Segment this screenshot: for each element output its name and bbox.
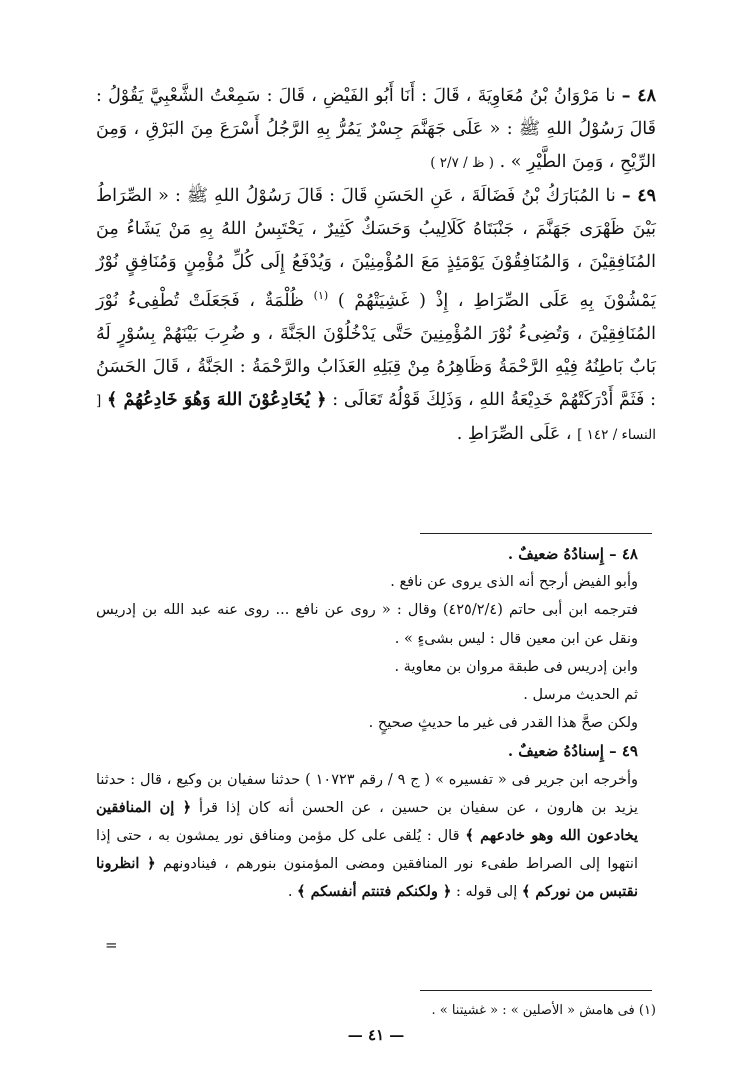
hadith-text: ظُلْمَةٌ ، فَجَعَلَتْ تُطْفِىءُ نُوْرَ المُنَافِقِيْنَ ، وَتُضِىءُ نُوْرَ المُؤْمِنِينَ حَتَّى يَدْخُلُوْنَ الجَنَّةَ ، و ضُرِبَ بَيْنَهُمْ بِسُوْرٍ لَهُ بَابٌ بَاطِنُهُ فِيْهِ الرَّحْمَةُ وَظَاهِرُهُ مِنْ قِبَلِهِ العَذَابُ والرَّحْمَةُ : الجَنَّةُ ، قَالَ الحَسَنُ : فَثَمَّ أَدْرَكَتْهُمْ خَدِيْعَةُ اللهِ ، وَذَلِكَ قَوْلُهُ تَعَالَى : bbox=[96, 290, 656, 410]
quran-verse: ﴿ ولكنكم فتنتم أنفسكم ﴾ bbox=[297, 883, 452, 901]
commentary-notes bbox=[96, 540, 656, 907]
note-text: . bbox=[287, 884, 293, 901]
footnote-marker: (١) bbox=[313, 289, 329, 302]
note-heading-48: ٤٨ – إِسنادُهُ ضعيفٌ . bbox=[507, 545, 638, 563]
note-text: وأخرجه ابن جرير فى « تفسيره » ( ج ٩ / رقم ١٠٧٢٣ ) حدثنا سفيان بن وكيع ، قال : حدثنا يزيد بن هارون ، عن سفيان بن حسين ، عن الحسن أنه كان إذا قرأ bbox=[96, 771, 639, 816]
note-paragraph-49 bbox=[96, 766, 656, 907]
verse-reference: [ النساء / ١٤٢ ] bbox=[96, 392, 656, 443]
quran-verse: ﴿ يُخَادِعُوْنَ اللهَ وَهُوَ خَادِعُهُمْ ﴾ bbox=[107, 389, 327, 410]
hadith-text: نا مَرْوَانُ بْنُ مُعَاوِيَةَ ، قَالَ : أَنَا أَبُو الفَيْضِ ، قَالَ : سَمِعْتُ الشَّعْبِيَّ يَقُوْلُ : قَالَ رَسُوْلُ اللهِ ﷺ : « عَلَى جَهَنَّمَ جِسْرٌ يَمُرُّ بِهِ الرَّجُلُ أَسْرَعَ مِنَ البَرْقِ ، وَمِنَ الرِّيْحِ ، وَمِنَ الطَّيْرِ » . bbox=[96, 86, 656, 172]
continuation-mark: = bbox=[105, 936, 118, 954]
notes-divider bbox=[420, 533, 652, 534]
quran-verse: ﴿ انظرونا نقتبس من نوركم ﴾ bbox=[96, 855, 638, 901]
main-text bbox=[96, 80, 656, 452]
hadith-text: ، عَلَى الصِّرَاطِ . bbox=[456, 423, 572, 444]
hadith-number: ٤٨ – bbox=[621, 86, 656, 106]
note-heading-49: ٤٩ – إِسنادُهُ ضعيفٌ . bbox=[507, 742, 638, 761]
note-line: ثم الحديث مرسل . bbox=[523, 687, 638, 704]
quran-verse: ﴿ إن المنافقين يخادعون الله وهو خادعهم ﴾ bbox=[96, 798, 639, 845]
note-line: ولكن صحَّ هذا القدر فى غير ما حديثٍ صحيحٍ . bbox=[368, 715, 638, 732]
note-line: وابن إدريس فى طبقة مروان بن معاوية . bbox=[394, 658, 638, 675]
page-number: — ٤١ — bbox=[347, 1026, 405, 1044]
note-text: إلى قوله : bbox=[456, 884, 518, 901]
hadith-49 bbox=[96, 180, 656, 452]
note-line: فترجمه ابن أبى حاتم (٤٢٥/٢/٤) وقال : « روى عن نافع ... روى عنه عبد الله بن إدريس ونقل عن ابن معين قال : ليس بشىءٍ » . bbox=[96, 602, 639, 647]
footnote: (١) فى هامش « الأصلين » : « غشيتنا » . bbox=[431, 1003, 656, 1018]
hadith-48 bbox=[96, 80, 656, 180]
hadith-text: نا المُبَارَكُ بْنُ فَضَالَةَ ، عَنِ الحَسَنِ قَالَ : قَالَ رَسُوْلُ اللهِ ﷺ : « الصِّرَاطُ بَيْنَ ظَهْرَى جَهَنَّمَ ، جَنْبَتَاهُ كَلَالِيبُ وَحَسَكٌ كَثِيرٌ ، يَحْتَبِسُ اللهُ بِهِ مَنْ يَشَاءُ مِنَ المُنَافِقِيْنَ ، وَالمُنَافِقُوْنَ يَوْمَئِذٍ مَعَ المُؤْمِنِيْنَ ، وَيُدْفَعُ إِلَى كُلِّ مُؤْمِنٍ وَمُنَافِقٍ نُوْرٌ يَمْشُوْنَ بِهِ عَلَى الصِّرَاطِ ، إِذْ ( غَشِيَتْهُمْ ) bbox=[96, 186, 656, 311]
note-text: قال : يُلقى على كل مؤمن ومنافق نور يمشون به ، حتى إذا انتهوا إلى الصراط طفىء نور المنافقين ومضى المؤمنون بنورهم ، فينادونهم bbox=[96, 828, 638, 873]
note-line: وأبو الفيض أرجح أنه الذى يروى عن نافع . bbox=[390, 574, 638, 591]
manuscript-ref: ( ظ / ٢/٧ ) bbox=[430, 155, 495, 171]
footnote-divider bbox=[420, 990, 652, 991]
hadith-number: ٤٩ – bbox=[621, 186, 656, 206]
